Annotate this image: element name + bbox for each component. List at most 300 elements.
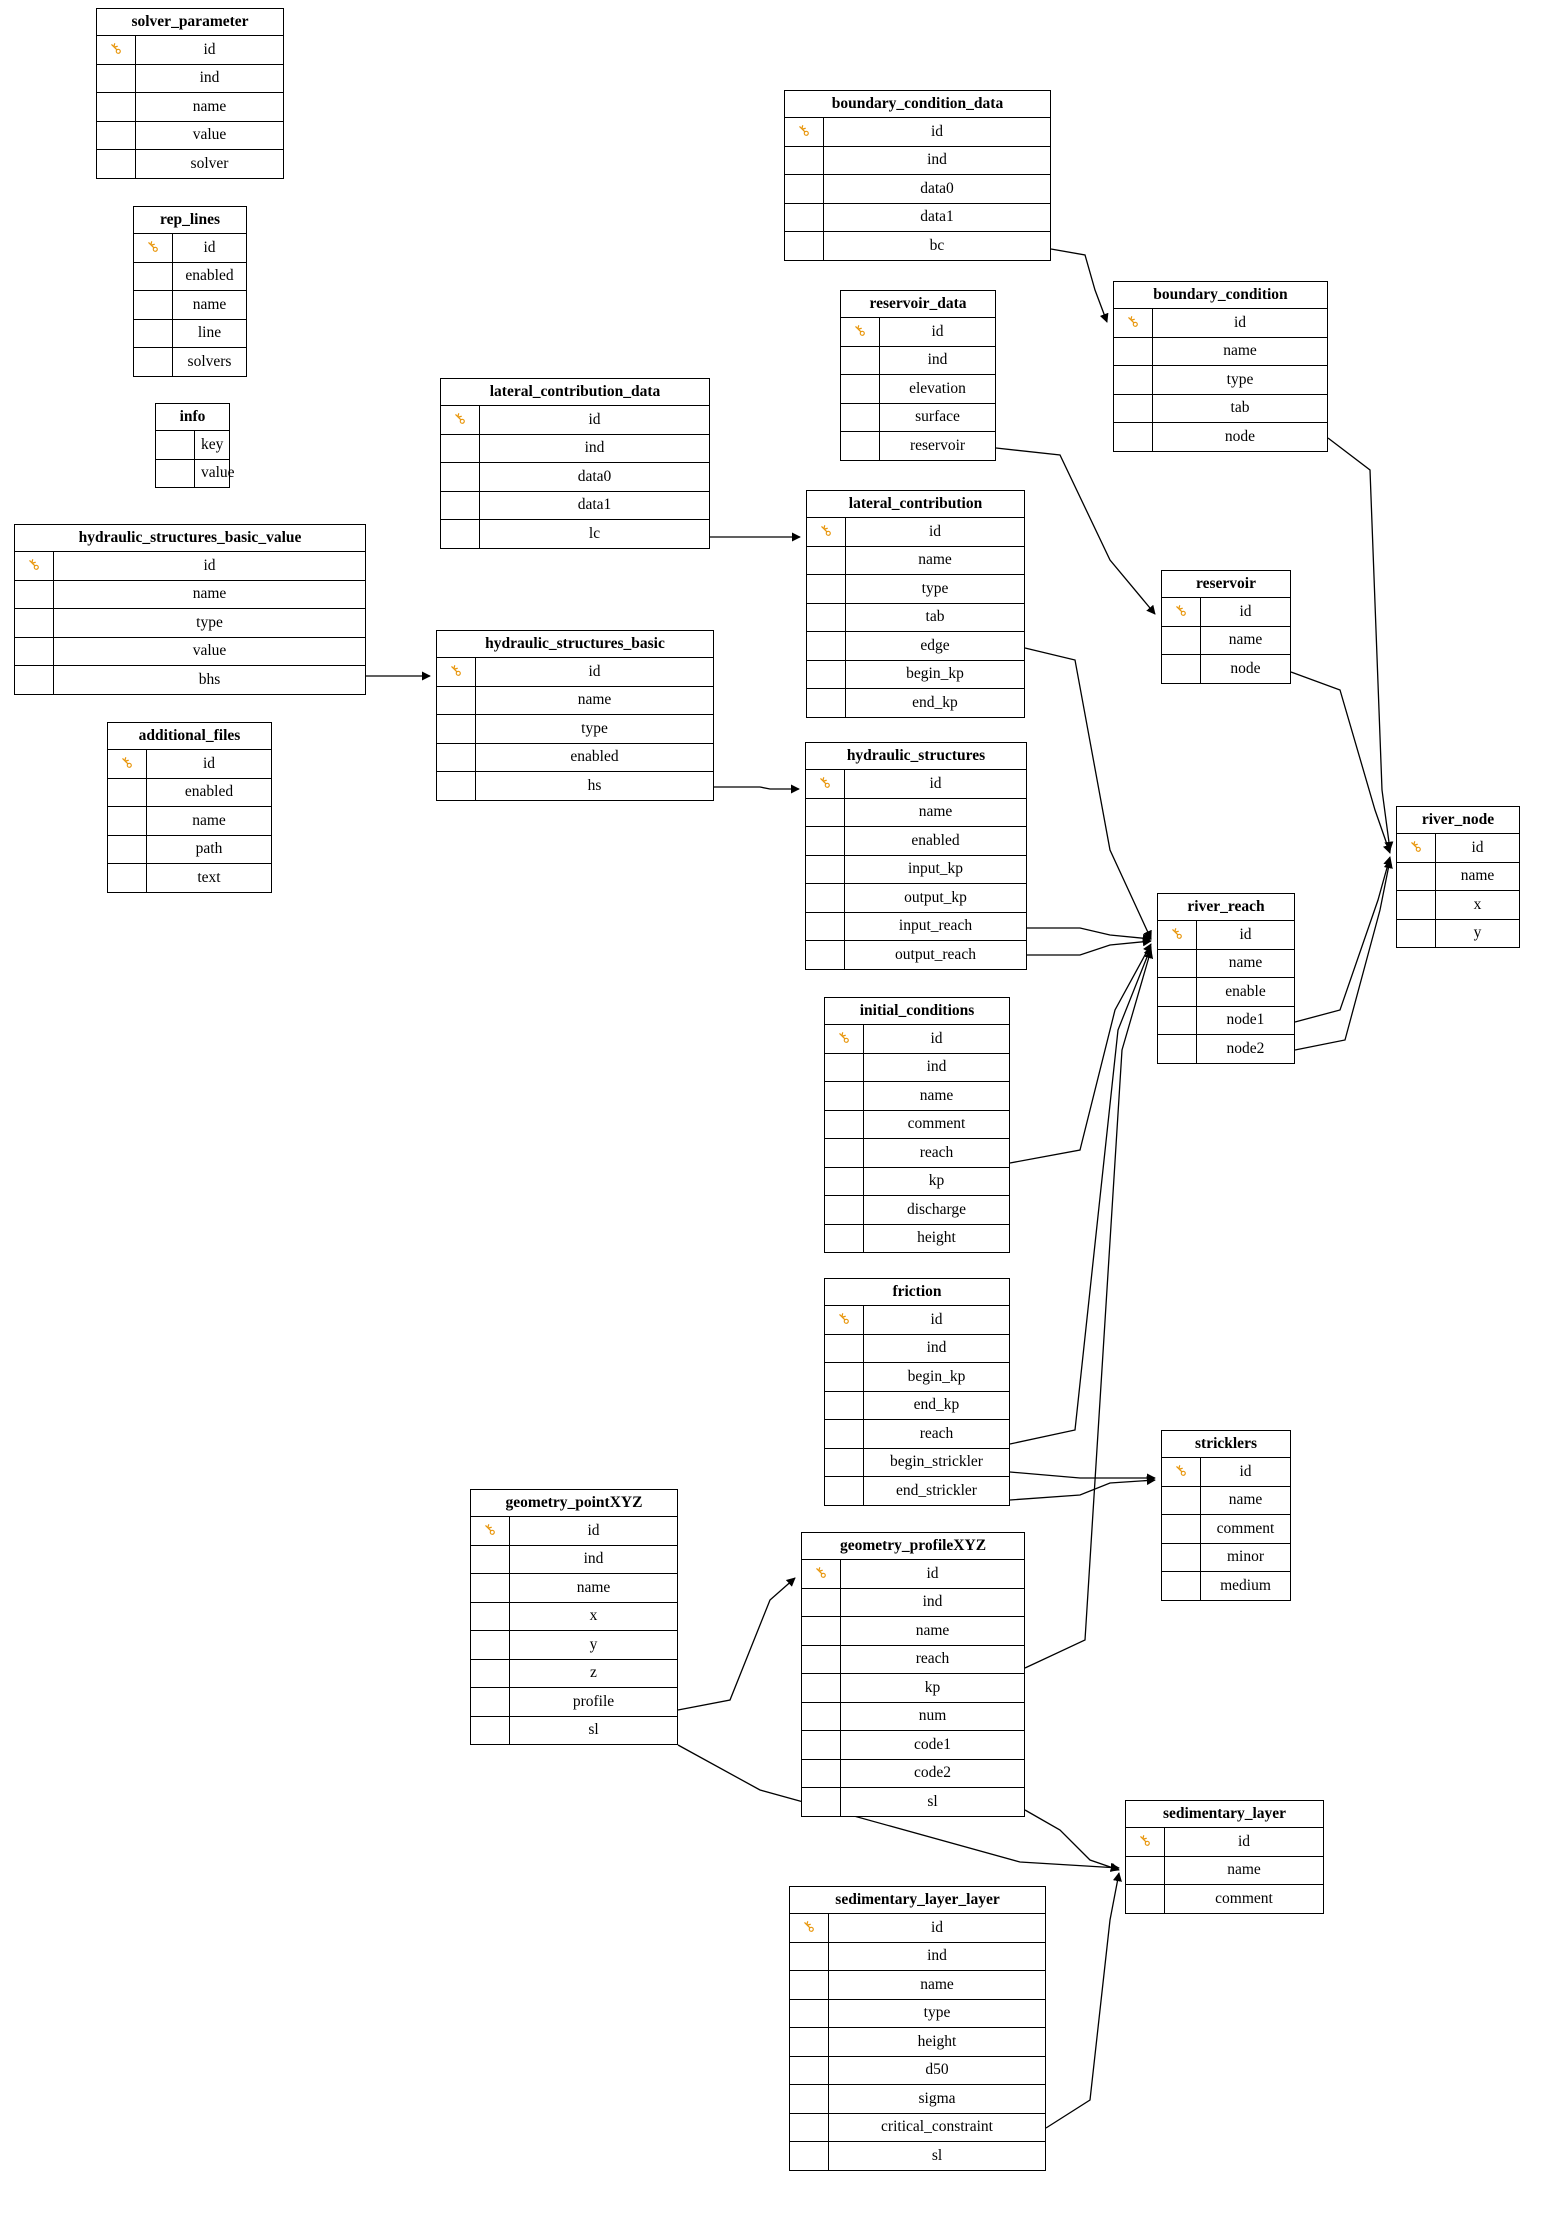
entity-field-label: id <box>930 1310 943 1328</box>
entity-field-row <box>1162 598 1290 627</box>
entity-field-label: reach <box>919 1424 954 1442</box>
entity-field-label: enabled <box>911 831 960 849</box>
entity-field-label: ind <box>927 351 948 369</box>
field-key-cell-empty <box>1397 891 1436 919</box>
field-key-cell-empty <box>802 1646 841 1674</box>
entity-table-hydraulic_structures[interactable] <box>805 742 1027 970</box>
field-key-cell-empty <box>1114 338 1153 366</box>
entity-field-label: id <box>928 522 942 540</box>
relationship-edge <box>1010 947 1151 1444</box>
entity-field-label: sigma <box>918 2089 956 2107</box>
entity-field-row <box>97 122 283 151</box>
relationship-edge <box>678 1578 795 1710</box>
relationship-edge <box>1027 941 1151 955</box>
entity-field-row <box>785 204 1050 233</box>
entity-field-row <box>790 2142 1045 2170</box>
relationship-edge <box>1010 944 1151 1163</box>
entity-field-row <box>825 1363 1009 1392</box>
entity-field-label: name <box>576 1578 611 1596</box>
field-key-cell-empty <box>471 1631 510 1659</box>
entity-field-label: id <box>1239 925 1252 943</box>
entity-field-label: name <box>577 691 612 709</box>
entity-field-row <box>785 232 1050 260</box>
entity-field-row <box>825 1168 1009 1197</box>
entity-field-row <box>15 581 365 610</box>
entity-field-label: name <box>1228 954 1263 972</box>
relationship-edge <box>1010 1480 1155 1500</box>
primary-key-icon: ⚷ <box>106 39 126 59</box>
entity-table-river_reach[interactable] <box>1157 893 1295 1064</box>
entity-field-row <box>15 666 365 694</box>
entity-field-label: ind <box>199 69 220 87</box>
entity-field-label: data1 <box>920 208 954 226</box>
field-key-cell-empty <box>806 941 845 969</box>
entity-field-row <box>1114 366 1327 395</box>
field-key-cell-empty <box>806 913 845 941</box>
entity-field-row <box>790 2028 1045 2057</box>
primary-key-icon: ⚷ <box>834 1028 854 1048</box>
entity-field-row <box>1162 1458 1290 1487</box>
entity-field-row <box>802 1589 1024 1618</box>
entity-field-row <box>807 689 1024 717</box>
key-icon <box>471 1517 510 1545</box>
relationship-edge <box>1295 860 1390 1050</box>
entity-field-row <box>806 799 1026 828</box>
entity-field-label: sl <box>588 1721 599 1739</box>
entity-field-row <box>1397 834 1519 863</box>
entity-field-label: name <box>192 295 227 313</box>
primary-key-icon: ⚷ <box>1406 837 1426 857</box>
key-icon <box>1162 1458 1201 1486</box>
field-key-cell-empty <box>437 772 476 800</box>
field-key-cell-empty <box>802 1703 841 1731</box>
entity-field-row <box>802 1646 1024 1675</box>
entity-field-label: id <box>203 556 216 574</box>
entity-field-row <box>437 715 713 744</box>
entity-field-row <box>134 348 246 376</box>
key-icon <box>1114 309 1153 337</box>
field-key-cell-empty <box>156 460 195 488</box>
entity-field-row <box>108 864 271 892</box>
entity-field-label: id <box>588 662 601 680</box>
entity-table-rep_lines[interactable] <box>133 206 247 377</box>
field-key-cell-empty <box>825 1196 864 1224</box>
entity-field-row <box>1158 978 1294 1007</box>
primary-key-icon: ⚷ <box>834 1309 854 1329</box>
primary-key-icon: ⚷ <box>480 1520 500 1540</box>
field-key-cell-empty <box>97 150 136 178</box>
entity-field-label: reach <box>919 1143 954 1161</box>
entity-field-label: edge <box>920 636 950 654</box>
entity-field-label: sl <box>927 1792 938 1810</box>
field-key-cell-empty <box>1114 366 1153 394</box>
field-key-cell-empty <box>790 1971 829 1999</box>
entity-field-label: y <box>589 1635 598 1653</box>
entity-field-label: id <box>1237 1832 1251 1850</box>
field-key-cell-empty <box>790 2114 829 2142</box>
entity-table-boundary_condition[interactable] <box>1113 281 1328 452</box>
key-icon <box>1158 921 1197 949</box>
entity-table-title: hydraulic_structures_basic <box>437 631 713 658</box>
key-icon <box>441 406 480 434</box>
entity-field-row <box>790 1971 1045 2000</box>
field-key-cell-empty <box>790 2000 829 2028</box>
entity-field-row <box>15 609 365 638</box>
entity-field-row <box>807 575 1024 604</box>
entity-field-label: ind <box>926 1058 947 1076</box>
entity-field-row <box>1162 1515 1290 1544</box>
field-key-cell-empty <box>802 1589 841 1617</box>
primary-key-icon: ⚷ <box>799 1917 819 1937</box>
entity-field-label: value <box>192 126 227 144</box>
entity-field-row <box>785 175 1050 204</box>
entity-table-geometry_profileXYZ[interactable] <box>801 1532 1025 1817</box>
field-key-cell-empty <box>134 320 173 348</box>
entity-field-label: id <box>1233 313 1247 331</box>
field-key-cell-empty <box>806 884 845 912</box>
entity-field-row <box>1162 627 1290 656</box>
key-icon <box>108 750 147 778</box>
field-key-cell-empty <box>807 661 846 689</box>
entity-field-row <box>1158 921 1294 950</box>
entity-field-row <box>1158 950 1294 979</box>
entity-field-row <box>807 604 1024 633</box>
entity-field-label: name <box>1223 342 1257 360</box>
entity-field-label: id <box>588 410 601 428</box>
entity-table-title: solver_parameter <box>97 9 283 36</box>
field-key-cell-empty <box>1162 627 1201 655</box>
field-key-cell-empty <box>807 547 846 575</box>
entity-field-row <box>108 836 271 865</box>
entity-field-row <box>1162 655 1290 683</box>
field-key-cell-empty <box>437 715 476 743</box>
field-key-cell-empty <box>1162 655 1201 683</box>
entity-field-label: name <box>920 1975 954 1993</box>
entity-field-label: type <box>921 579 949 597</box>
field-key-cell-empty <box>1114 423 1153 451</box>
field-key-cell-empty <box>471 1660 510 1688</box>
entity-table-reservoir[interactable] <box>1161 570 1291 684</box>
entity-field-row <box>134 320 246 349</box>
entity-field-row <box>790 2085 1045 2114</box>
entity-field-label: name <box>1460 867 1495 885</box>
entity-field-row <box>441 463 709 492</box>
entity-field-row <box>825 1420 1009 1449</box>
entity-table-title: hydraulic_structures_basic_value <box>15 525 365 552</box>
entity-field-label: critical_constraint <box>881 2118 993 2136</box>
entity-field-row <box>825 1392 1009 1421</box>
primary-key-icon: ⚷ <box>446 661 466 681</box>
key-icon <box>437 658 476 686</box>
entity-field-row <box>806 913 1026 942</box>
entity-field-label: sl <box>931 2146 943 2164</box>
key-icon <box>825 1306 864 1334</box>
entity-field-row <box>1158 1035 1294 1063</box>
entity-field-label: enabled <box>184 783 234 801</box>
field-key-cell-empty <box>441 463 480 491</box>
entity-table-hydraulic_structures_basic[interactable] <box>436 630 714 801</box>
entity-field-row <box>825 1477 1009 1505</box>
entity-field-label: output_kp <box>904 888 967 906</box>
entity-field-label: minor <box>1226 1548 1265 1566</box>
field-key-cell-empty <box>802 1617 841 1645</box>
entity-table-title: river_node <box>1397 807 1519 834</box>
field-key-cell-empty <box>825 1225 864 1253</box>
entity-field-row <box>807 661 1024 690</box>
entity-field-row <box>806 884 1026 913</box>
entity-field-row <box>97 150 283 178</box>
field-key-cell-empty <box>825 1054 864 1082</box>
entity-field-row <box>790 2000 1045 2029</box>
entity-field-label: bc <box>929 236 945 254</box>
entity-field-row <box>1162 1572 1290 1600</box>
relationship-edge <box>1328 438 1390 850</box>
entity-field-row <box>1114 338 1327 367</box>
entity-field-label: path <box>195 840 223 858</box>
field-key-cell-empty <box>802 1788 841 1816</box>
relationship-edge <box>1295 857 1390 1022</box>
entity-field-row <box>825 1111 1009 1140</box>
entity-table-geometry_pointXYZ[interactable] <box>470 1489 678 1745</box>
relationship-edge <box>1291 672 1390 853</box>
entity-field-label: node2 <box>1226 1039 1265 1057</box>
field-key-cell-empty <box>841 375 880 403</box>
entity-field-row <box>825 1054 1009 1083</box>
entity-field-row <box>841 318 995 347</box>
entity-table-title: boundary_condition <box>1114 282 1327 309</box>
entity-field-row <box>471 1546 677 1575</box>
entity-field-label: input_reach <box>898 917 973 935</box>
key-icon <box>806 770 845 798</box>
entity-field-label: id <box>929 774 942 792</box>
field-key-cell-empty <box>97 65 136 93</box>
entity-table-boundary_condition_data[interactable] <box>784 90 1051 261</box>
field-key-cell-empty <box>15 638 54 666</box>
entity-field-row <box>441 492 709 521</box>
field-key-cell-empty <box>108 864 147 892</box>
entity-field-label: z <box>590 1664 597 1682</box>
entity-table-additional_files[interactable] <box>107 722 272 893</box>
entity-field-label: id <box>926 1564 939 1582</box>
field-key-cell-empty <box>97 122 136 150</box>
field-key-cell-empty <box>807 632 846 660</box>
entity-field-label: enabled <box>570 748 619 766</box>
entity-field-row <box>802 1703 1024 1732</box>
entity-field-label: name <box>192 811 226 829</box>
entity-field-row <box>802 1617 1024 1646</box>
field-key-cell-empty <box>806 856 845 884</box>
entity-field-label: type <box>581 719 608 737</box>
entity-field-label: name <box>919 1086 954 1104</box>
entity-field-label: name <box>1228 1491 1263 1509</box>
entity-field-label: comment <box>1216 1519 1275 1537</box>
field-key-cell-empty <box>471 1717 510 1745</box>
entity-field-label: id <box>203 40 216 58</box>
entity-field-row <box>785 118 1050 147</box>
entity-field-label: data0 <box>920 179 954 197</box>
field-key-cell-empty <box>841 432 880 460</box>
entity-field-row <box>806 856 1026 885</box>
field-key-cell-empty <box>825 1111 864 1139</box>
entity-field-row <box>471 1574 677 1603</box>
entity-field-row <box>825 1082 1009 1111</box>
primary-key-icon: ⚷ <box>1123 312 1143 332</box>
key-icon <box>15 552 54 580</box>
key-icon <box>97 36 136 64</box>
entity-field-row <box>471 1717 677 1745</box>
entity-table-title: rep_lines <box>134 207 246 234</box>
field-key-cell-empty <box>802 1731 841 1759</box>
entity-field-row <box>825 1449 1009 1478</box>
entity-field-row <box>471 1688 677 1717</box>
field-key-cell-empty <box>1162 1572 1201 1600</box>
entity-field-row <box>1162 1487 1290 1516</box>
entity-field-label: comment <box>1215 1889 1273 1907</box>
field-key-cell-empty <box>1126 1885 1165 1913</box>
entity-table-title: friction <box>825 1279 1009 1306</box>
entity-field-label: ind <box>584 439 605 457</box>
relationship-edge <box>1046 1873 1119 2128</box>
entity-field-label: ind <box>926 1339 947 1357</box>
entity-field-label: name <box>918 551 952 569</box>
relationship-edge <box>1051 249 1107 322</box>
key-icon <box>1162 598 1201 626</box>
entity-field-row <box>1126 1885 1323 1913</box>
field-key-cell-empty <box>790 2057 829 2085</box>
entity-field-row <box>97 36 283 65</box>
entity-table-info[interactable] <box>155 403 235 488</box>
entity-table-title: boundary_condition_data <box>785 91 1050 118</box>
entity-field-row <box>790 2114 1045 2143</box>
entity-field-label: name <box>1228 631 1263 649</box>
relationship-edge <box>1010 1472 1155 1478</box>
entity-table-friction[interactable] <box>824 1278 1010 1506</box>
entity-field-label: id <box>587 1521 600 1539</box>
entity-field-row <box>802 1674 1024 1703</box>
entity-table-title: river_reach <box>1158 894 1294 921</box>
field-key-cell-empty <box>841 347 880 375</box>
key-icon <box>1397 834 1436 862</box>
entity-field-row <box>825 1335 1009 1364</box>
entity-field-label: text <box>197 868 221 886</box>
entity-field-label: comment <box>907 1115 966 1133</box>
field-key-cell-empty <box>15 666 54 694</box>
entity-table-title: reservoir_data <box>841 291 995 318</box>
entity-field-label: id <box>1471 838 1484 856</box>
entity-table-initial_conditions[interactable] <box>824 997 1010 1253</box>
entity-field-row <box>802 1760 1024 1789</box>
entity-field-row <box>441 520 709 548</box>
field-key-cell-empty <box>134 263 173 291</box>
field-key-cell-empty <box>807 604 846 632</box>
key-icon <box>785 118 824 146</box>
entity-field-label: x <box>589 1607 598 1625</box>
field-key-cell-empty <box>441 520 480 548</box>
entity-field-label: line <box>197 324 222 342</box>
entity-field-row <box>156 431 229 460</box>
entity-field-label: y <box>1473 924 1482 942</box>
entity-field-label: begin_kp <box>907 1367 966 1385</box>
entity-field-label: input_kp <box>907 860 964 878</box>
entity-field-row <box>441 406 709 435</box>
entity-field-label: node <box>1230 659 1261 677</box>
primary-key-icon: ⚷ <box>143 237 163 257</box>
entity-table-reservoir_data[interactable] <box>840 290 996 461</box>
field-key-cell-empty <box>825 1477 864 1505</box>
entity-field-row <box>471 1517 677 1546</box>
entity-table-stricklers[interactable] <box>1161 1430 1291 1601</box>
entity-table-lateral_contribution_data[interactable] <box>440 378 710 549</box>
entity-field-label: value <box>192 642 227 660</box>
entity-field-label: ind <box>927 151 947 169</box>
primary-key-icon: ⚷ <box>117 753 137 773</box>
entity-field-label: name <box>915 1621 950 1639</box>
field-key-cell-empty <box>1397 863 1436 891</box>
entity-field-row <box>1397 891 1519 920</box>
entity-field-label: tab <box>925 608 945 626</box>
key-icon <box>825 1025 864 1053</box>
entity-field-label: end_kp <box>912 693 958 711</box>
entity-table-title: initial_conditions <box>825 998 1009 1025</box>
entity-field-label: surface <box>915 408 960 426</box>
entity-table-title: stricklers <box>1162 1431 1290 1458</box>
field-key-cell-empty <box>441 435 480 463</box>
primary-key-icon: ⚷ <box>811 1563 831 1583</box>
entity-field-label: hs <box>587 776 602 794</box>
key-icon <box>134 234 173 262</box>
entity-field-label: output_reach <box>895 945 976 963</box>
field-key-cell-empty <box>785 147 824 175</box>
primary-key-icon: ⚷ <box>450 409 470 429</box>
field-key-cell-empty <box>807 575 846 603</box>
field-key-cell-empty <box>825 1449 864 1477</box>
entity-field-label: code2 <box>913 1764 951 1782</box>
field-key-cell-empty <box>437 687 476 715</box>
field-key-cell-empty <box>841 404 880 432</box>
entity-field-label: solvers <box>187 352 232 370</box>
entity-table-hydraulic_structures_basic_value[interactable] <box>14 524 366 695</box>
primary-key-icon: ⚷ <box>24 555 44 575</box>
entity-field-row <box>441 435 709 464</box>
entity-field-label: discharge <box>906 1200 967 1218</box>
entity-field-row <box>97 93 283 122</box>
entity-field-row <box>437 687 713 716</box>
field-key-cell-empty <box>807 689 846 717</box>
field-key-cell-empty <box>97 93 136 121</box>
entity-field-row <box>1397 920 1519 948</box>
entity-table-title: lateral_contribution_data <box>441 379 709 406</box>
entity-table-solver_parameter[interactable] <box>96 8 284 179</box>
entity-table-sedimentary_layer[interactable] <box>1125 1800 1324 1914</box>
entity-field-row <box>807 547 1024 576</box>
entity-field-row <box>108 779 271 808</box>
entity-table-lateral_contribution[interactable] <box>806 490 1025 718</box>
field-key-cell-empty <box>1162 1515 1201 1543</box>
entity-field-label: solver <box>190 154 229 172</box>
field-key-cell-empty <box>790 1943 829 1971</box>
relationship-edge <box>714 787 799 789</box>
field-key-cell-empty <box>790 2142 829 2170</box>
entity-table-river_node[interactable] <box>1396 806 1520 948</box>
entity-table-sedimentary_layer_layer[interactable] <box>789 1886 1046 2171</box>
field-key-cell-empty <box>825 1335 864 1363</box>
field-key-cell-empty <box>825 1168 864 1196</box>
entity-field-row <box>790 1914 1045 1943</box>
entity-field-row <box>806 770 1026 799</box>
field-key-cell-empty <box>108 836 147 864</box>
field-key-cell-empty <box>471 1546 510 1574</box>
entity-field-label: id <box>1239 1462 1252 1480</box>
